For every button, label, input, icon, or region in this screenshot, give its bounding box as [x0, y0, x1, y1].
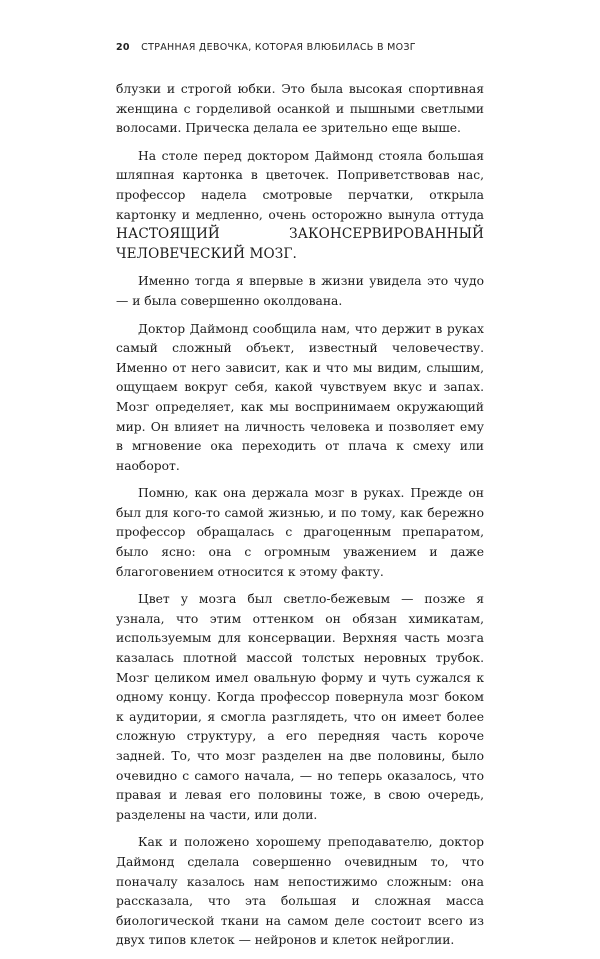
paragraph: Именно тогда я впервые в жизни увидела это чудо — и была совершенно околдована.: [116, 274, 484, 308]
paragraph: Доктор Даймонд сообщила нам, что держит в руках самый сложный объект, известный человечеству. Именно от него зависит, как и что мы видим, слышим, ощущаем вокруг себя, какой чувствуем вкус и запах. Мозг определяет, как мы воспринимаем окружающий мир. Он влияет на личность человека и позволяет ему в мгновение ока переходить от плача к смеху или наоборот.: [116, 321, 484, 473]
paragraph: Помню, как она держала мозг в руках. Прежде он был для кого-то самой жизнью, и по тому, как бережно профессор обращалась с драгоценным препаратом, было ясно: она с огромным уважением и даже благоговением относится к этому факту.: [116, 486, 484, 579]
paragraph-text: На столе перед доктором Даймонд стояла большая шляпная картонка в цветочек. Поприветствовав нас, профессор надела смотровые перчатки, открыла картонку и медленно, очень осторожно вынула оттуда: [116, 148, 484, 222]
emphasized-caps-text: НАСТОЯЩИЙ ЗАКОНСЕРВИРОВАННЫЙ ЧЕЛОВЕЧЕСКИЙ МОЗГ.: [116, 226, 484, 262]
page-number: 20: [116, 42, 130, 53]
paragraph: Как и положено хорошему преподавателю, доктор Даймонд сделала совершенно очевидным то, что поначалу казалось нам непостижимо сложным: она рассказала, что эта большая и сложная масса биологической ткани на самом деле состоит всего из двух типов клеток — нейронов и клеток нейроглии.: [116, 835, 484, 948]
running-title: СТРАННАЯ ДЕВОЧКА, КОТОРАЯ ВЛЮБИЛАСЬ В МОЗГ: [141, 42, 416, 53]
paragraph: Цвет у мозга был светло-бежевым — позже я узнала, что этим оттенком он обязан химикатам, используемым для консервации. Верхняя часть мозга казалась плотной массой толстых неровных трубок. Мозг целиком имел овальную форму и чуть сужался к одному концу. Когда профессор повернула мозг боком к аудитории, я смогла разглядеть, что он имеет более сложную структуру, а его передняя часть короче задней. То, что мозг разделен на две половины, было очевидно с самого начала, — но теперь оказалось, что правая и левая его половины тоже, в свою очередь, разделены на части, или доли.: [116, 592, 484, 822]
body-text: [116, 80, 484, 959]
paragraph: блузки и строгой юбки. Это была высокая спортивная женщина с горделивой осанкой и пышными светлыми волосами. Прическа делала ее зрительно еще выше.: [116, 82, 484, 136]
running-header: [116, 42, 416, 53]
paragraph: [116, 147, 484, 265]
